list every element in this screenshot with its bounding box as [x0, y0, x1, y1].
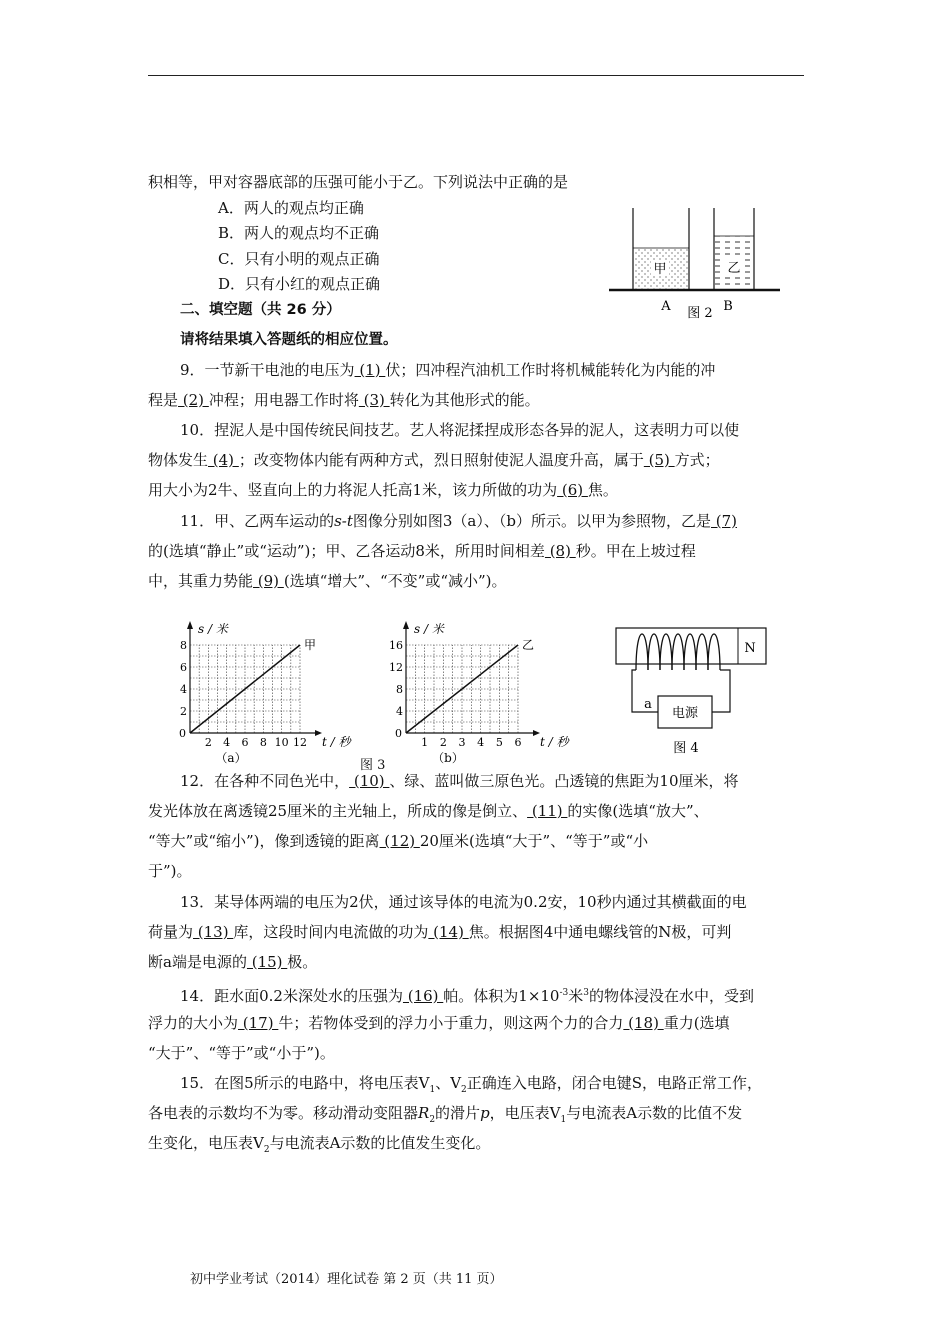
- q15-line-2: 各电表的示数均不为零。移动滑动变阻器$R_2$的滑片p，电压表$V_1$与电流表A示数的比值不发: [148, 1104, 743, 1125]
- fig4-caption: 图 4: [673, 741, 699, 756]
- fig3-caption: 图 3: [360, 758, 386, 773]
- x-tick-label: 4: [223, 736, 231, 749]
- figure-3a-st-chart: [172, 606, 362, 766]
- chart-sublabel: （a）: [215, 751, 247, 765]
- blank-5: (5): [643, 451, 675, 469]
- q15-line-3: 生变化，电压表$V_2$与电流表A示数的比值发生变化。: [148, 1134, 491, 1155]
- blank-10: (10): [349, 772, 390, 790]
- y-tick-label: 6: [180, 661, 187, 674]
- section-2-instruction: 请将结果填入答题纸的相应位置。: [180, 332, 398, 348]
- q8-option-d: D．只有小红的观点正确: [218, 275, 381, 293]
- y-axis-arrow: [403, 621, 409, 629]
- fig2-label-b: B: [723, 299, 733, 314]
- x-axis-label: t / 秒: [322, 735, 351, 749]
- fig2-container-a: [633, 208, 689, 290]
- q9-line-1: 9．一节新干电池的电压为 (1) 伏；四冲程汽油机工作时将机械能转化为内能的冲: [180, 361, 716, 379]
- q13-line-1: 13．某导体两端的电压为2伏，通过该导体的电流为0.2安，10秒内通过其横截面的电: [180, 893, 747, 911]
- fig2-container-b: [714, 208, 754, 290]
- origin-label: 0: [179, 727, 186, 740]
- fig2-label-yi: 乙: [727, 261, 741, 276]
- series-label: 甲: [304, 638, 317, 652]
- fig2-label-jia: 甲: [653, 262, 667, 277]
- fig4-label-a: a: [644, 697, 652, 712]
- q11-line-3: 中，其重力势能 (9) (选填“增大”、“不变”或“减小”)。: [148, 572, 507, 590]
- blank-8: (8): [544, 542, 576, 560]
- x-tick-label: 4: [477, 736, 485, 749]
- q12-line-4: 于”)。: [148, 862, 192, 880]
- fig4-label-source: 电源: [671, 706, 699, 721]
- q10-line-1: 10．捏泥人是中国传统民间技艺。艺人将泥揉捏成形态各异的泥人，这表明力可以使: [180, 421, 740, 439]
- blank-4: (4): [208, 451, 239, 469]
- q12-line-3: “等大”或“缩小”)，像到透镜的距离 (12) 20厘米(选填“大于”、“等于”或“小: [148, 832, 649, 850]
- q14-line-1: 14．距水面0.2米深处水的压强为 (16) 帕。体积为$1\times 10^{-3}$米$^3$的物体浸没在水中，受到: [180, 987, 755, 1005]
- x-tick-label: 10: [274, 736, 289, 749]
- q12-line-2: 发光体放在离透镜25厘米的主光轴上，所成的像是倒立、 (11) 的实像(选填“放大”、: [148, 802, 709, 820]
- y-axis-label: s / 米: [414, 622, 444, 636]
- q8-option-b: B．两人的观点均不正确: [218, 224, 380, 242]
- q8-option-c: C．只有小明的观点正确: [218, 250, 380, 268]
- blank-17: (17): [238, 1014, 279, 1032]
- q14-line-3: “大于”、“等于”或“小于”)。: [148, 1044, 335, 1062]
- y-tick-label: 4: [180, 683, 187, 696]
- x-axis-arrow: [315, 730, 322, 736]
- q11-line-2: 的(选填“静止”或“运动”)；甲、乙各运动8米，所用时间相差 (8) 秒。甲在上坡过程: [148, 542, 696, 560]
- fig4-label-n: N: [744, 641, 756, 656]
- blank-9: (9): [253, 572, 284, 590]
- section-2-title: 二、填空题（共 26 分）: [180, 302, 341, 318]
- blank-16: (16): [402, 987, 444, 1005]
- x-tick-label: 8: [259, 736, 267, 749]
- y-tick-label: 8: [180, 639, 187, 652]
- blank-7: (7): [710, 512, 737, 530]
- q13-line-3: 断a端是电源的 (15) 极。: [148, 953, 318, 971]
- x-tick-label: 3: [458, 736, 466, 749]
- blank-6: (6): [557, 481, 588, 499]
- x-tick-label: 2: [204, 736, 212, 749]
- blank-14: (14): [428, 923, 469, 941]
- header-rule: [148, 75, 804, 76]
- x-tick-label: 6: [241, 736, 249, 749]
- blank-18: (18): [623, 1014, 664, 1032]
- page-footer: 初中学业考试（2014）理化试卷 第 2 页（共 11 页）: [190, 1272, 503, 1287]
- figure-3b-st-chart: [384, 606, 584, 766]
- x-tick-label: 5: [495, 736, 503, 749]
- y-tick-label: 2: [180, 705, 187, 718]
- blank-1: (1): [354, 361, 386, 379]
- wire-right: [712, 670, 730, 712]
- origin-label: 0: [395, 727, 402, 740]
- q15-line-1: 15．在图5所示的电路中，将电压表$V_1$、$V_2$正确连入电路，闭合电键S，电路正常工作，: [180, 1074, 763, 1095]
- blank-2: (2): [178, 391, 209, 409]
- q11-line-1: 11．甲、乙两车运动的s-t图像分别如图3（a）、（b）所示。以甲为参照物，乙是 (7): [180, 512, 737, 530]
- series-label: 乙: [522, 638, 535, 652]
- x-tick-label: 12: [293, 736, 307, 749]
- chart-sublabel: （b）: [432, 751, 464, 765]
- fig2-caption: 图 2: [687, 306, 713, 321]
- x-axis-arrow: [533, 730, 540, 736]
- q8-option-a: A．两人的观点均正确: [218, 199, 364, 217]
- q10-line-2: 物体发生 (4) ；改变物体内能有两种方式，烈日照射使泥人温度升高，属于 (5) 方式；: [148, 451, 720, 469]
- fig2-label-a: A: [661, 299, 671, 314]
- q10-line-3: 用大小为2牛、竖直向上的力将泥人托高1米，该力所做的功为 (6) 焦。: [148, 481, 618, 499]
- blank-13: (13): [193, 923, 234, 941]
- y-tick-label: 16: [389, 639, 403, 652]
- blank-15: (15): [246, 953, 288, 971]
- q12-line-1: 12．在各种不同色光中， (10) 、绿、蓝叫做三原色光。凸透镜的焦距为10厘米，将: [180, 772, 739, 790]
- blank-12: (12): [379, 832, 420, 850]
- y-axis-arrow: [187, 621, 193, 629]
- q14-line-2: 浮力的大小为 (17) 牛；若物体受到的浮力小于重力，则这两个力的合力 (18) 重力(选填: [148, 1014, 730, 1032]
- blank-11: (11): [527, 802, 568, 820]
- x-tick-label: 1: [421, 736, 429, 749]
- x-axis-label: t / 秒: [540, 735, 569, 749]
- blank-3: (3): [358, 391, 390, 409]
- y-axis-label: s / 米: [198, 622, 228, 636]
- y-tick-label: 8: [396, 683, 403, 696]
- x-tick-label: 6: [514, 736, 522, 749]
- figure-4-solenoid-circuit: [610, 622, 780, 762]
- q13-line-2: 荷量为 (13) 库，这段时间内电流做的功为 (14) 焦。根据图4中通电螺线管的N极，可判: [148, 923, 732, 941]
- y-tick-label: 4: [396, 705, 403, 718]
- y-tick-label: 12: [389, 661, 403, 674]
- x-tick-label: 2: [439, 736, 447, 749]
- q8-stem: 积相等，甲对容器底部的压强可能小于乙。下列说法中正确的是: [148, 173, 569, 191]
- q9-line-2: 程是 (2) 冲程；用电器工作时将 (3) 转化为其他形式的能。: [148, 391, 540, 409]
